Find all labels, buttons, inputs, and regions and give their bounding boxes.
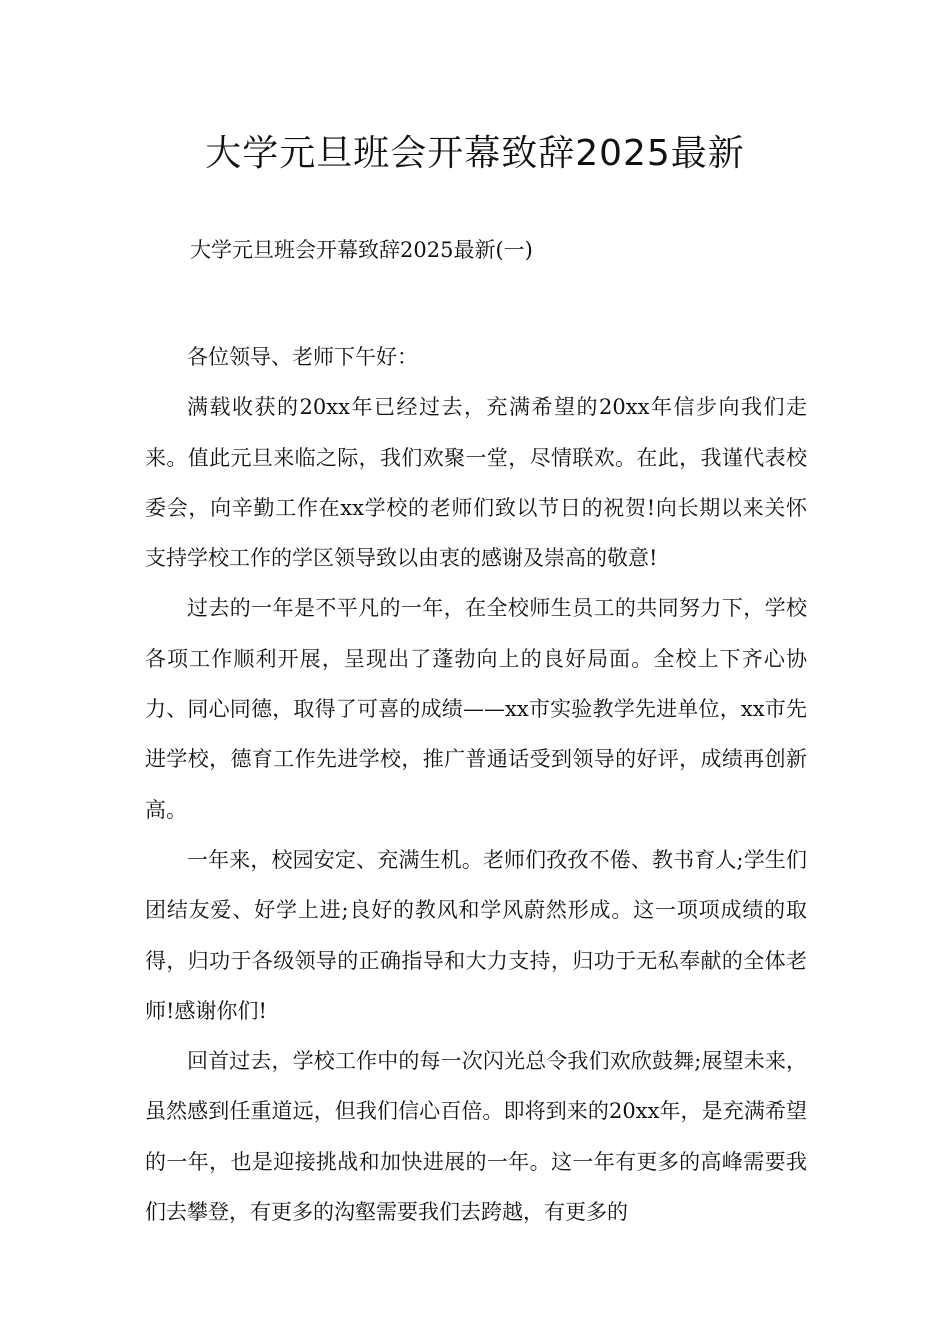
paragraph-3: 一年来，校园安定、充满生机。老师们孜孜不倦、教书育人;学生们团结友爱、好学上进;良好的教风和学风蔚然形成。这一项项成绩的取得，归功于各级领导的正确指导和大力支持，归功于无私奉献的全体老师!感谢你们! [145, 847, 807, 1023]
greeting-line: 各位领导、老师下午好： [187, 345, 418, 369]
paragraph-2: 过去的一年是不平凡的一年，在全校师生员工的共同努力下，学校各项工作顺利开展，呈现出了蓬勃向上的良好局面。全校上下齐心协力、同心同德，取得了可喜的成绩——xx市实验教学先进单位，xx市先进学校，德育工作先进学校，推广普通话受到领导的好评，成绩再创新高。 [145, 596, 807, 822]
document-body [145, 332, 807, 1237]
document-subtitle: 大学元旦班会开幕致辞2025最新(一) [190, 238, 533, 262]
paragraph-1: 满载收获的20xx年已经过去，充满希望的20xx年信步向我们走来。值此元旦来临之际，我们欢聚一堂，尽情联欢。在此，我谨代表校委会，向辛勤工作在xx学校的老师们致以节日的祝贺!向长期以来关怀支持学校工作的学区领导致以由衷的感谢及崇高的敬意! [145, 395, 807, 571]
document-title: 大学元旦班会开幕致辞2025最新 [205, 133, 745, 174]
paragraph-4: 回首过去，学校工作中的每一次闪光总令我们欢欣鼓舞;展望未来，虽然感到任重道远，但我们信心百倍。即将到来的20xx年，是充满希望的一年，也是迎接挑战和加快进展的一年。这一年有更多的高峰需要我们去攀登，有更多的沟壑需要我们去跨越，有更多的 [145, 1049, 807, 1225]
